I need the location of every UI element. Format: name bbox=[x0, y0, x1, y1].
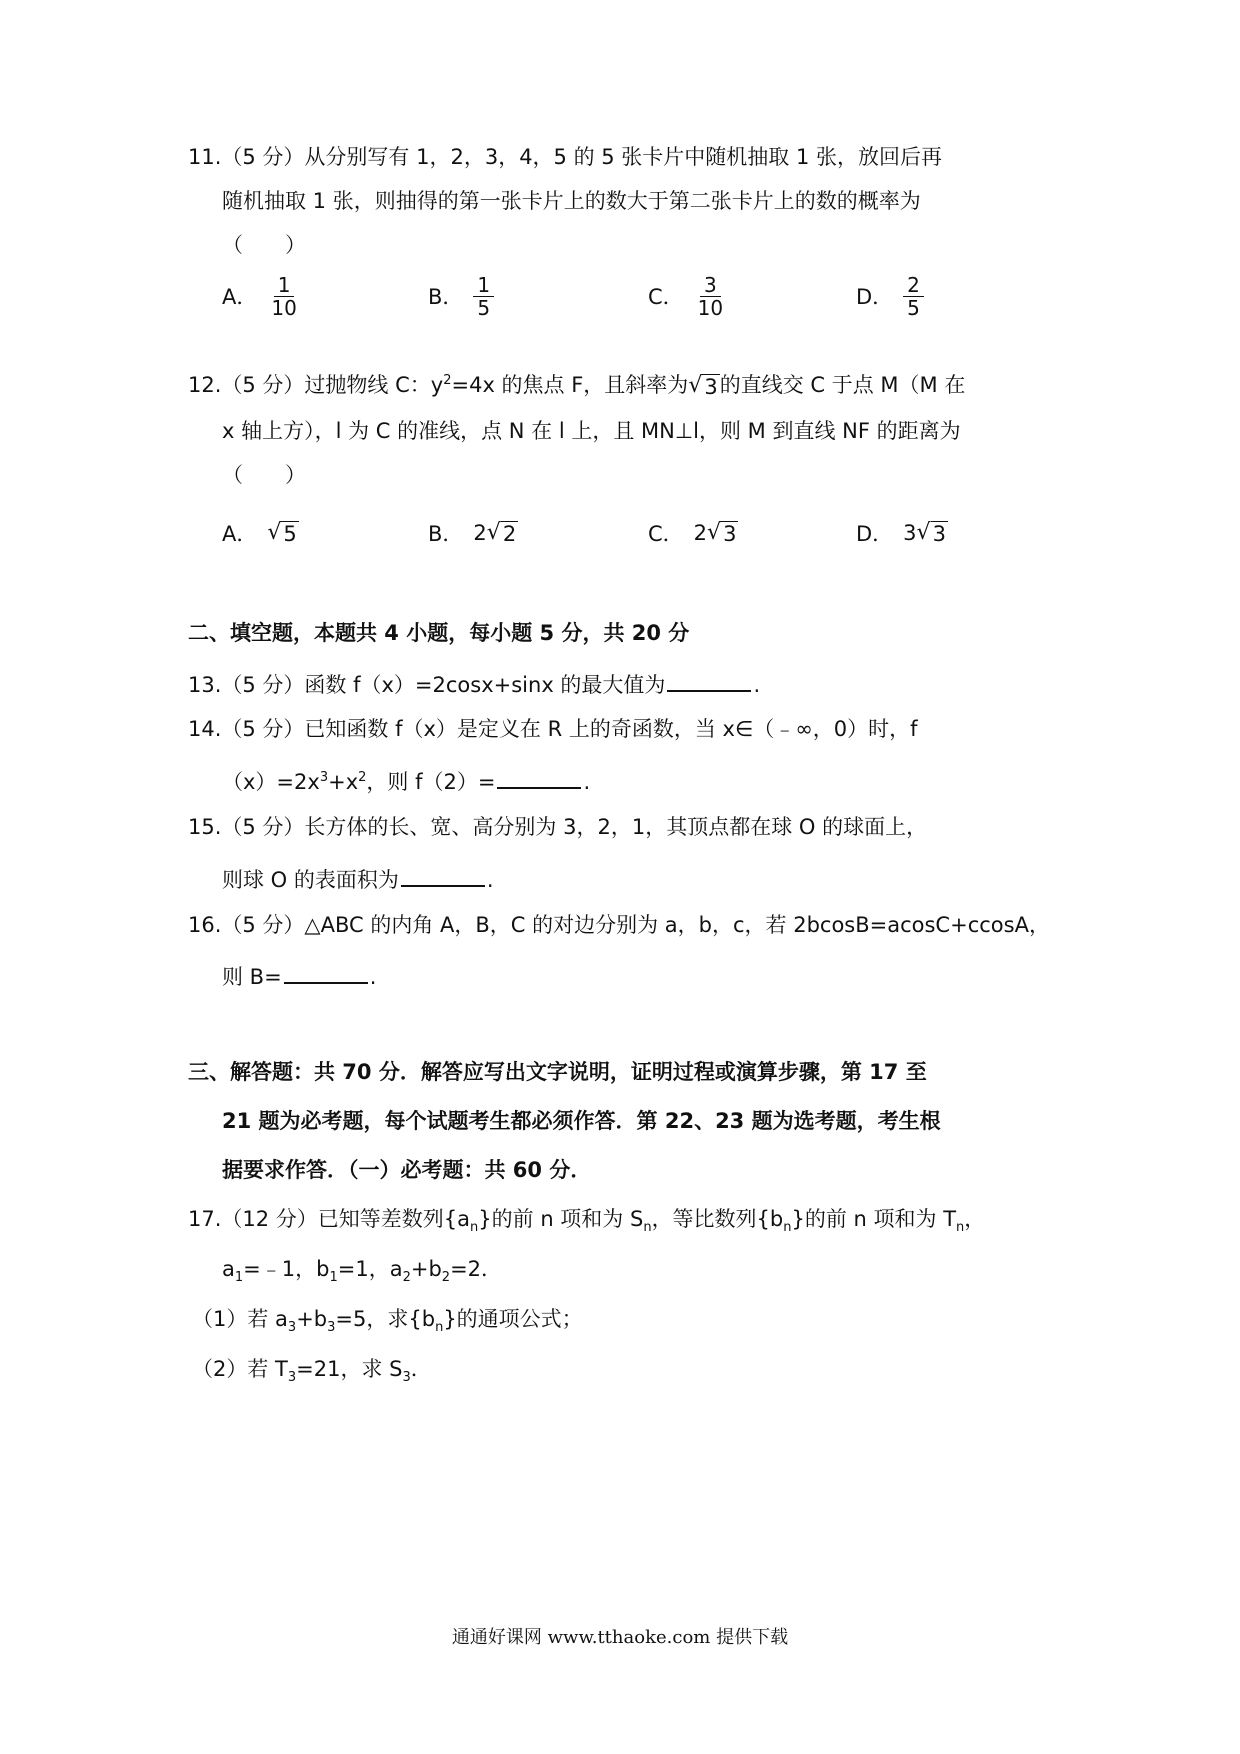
choice-label: D． bbox=[856, 522, 894, 546]
denominator: 10 bbox=[271, 295, 297, 320]
q17-text: }的前 n 项和为 S bbox=[478, 1207, 644, 1231]
answer-blank bbox=[497, 763, 581, 789]
q17-text: =21，求 S bbox=[296, 1357, 403, 1381]
subscript: n bbox=[470, 1220, 479, 1235]
q14-line-1: 14.（5 分）已知函数 f（x）是定义在 R 上的奇函数，当 x∈（﹣∞，0）时，f bbox=[188, 717, 918, 741]
q14-line-2 bbox=[222, 763, 590, 801]
q17-text: （1）若 a bbox=[192, 1307, 288, 1331]
choice-label: C． bbox=[648, 285, 684, 309]
sqrt bbox=[707, 520, 738, 546]
q12-bracket: （ ） bbox=[222, 463, 306, 487]
numerator: 1 bbox=[274, 274, 295, 297]
choice-label: A． bbox=[222, 522, 258, 546]
section-3-line-1: 三、解答题：共 70 分．解答应写出文字说明，证明过程或演算步骤，第 17 至 bbox=[188, 1060, 927, 1084]
answer-blank bbox=[401, 861, 485, 887]
q12-line-1 bbox=[188, 370, 965, 404]
q17-text: a bbox=[222, 1257, 235, 1281]
subscript: n bbox=[643, 1220, 652, 1235]
q17-text: +b bbox=[410, 1257, 442, 1281]
subscript: 3 bbox=[287, 1370, 297, 1385]
q11-choices bbox=[222, 268, 942, 324]
radicand: 3 bbox=[723, 522, 737, 546]
q13-text: 13.（5 分）函数 f（x）=2cosx+sinx 的最大值为 bbox=[188, 673, 666, 697]
section-3-line-2: 21 题为必考题，每个试题考生都必须作答．第 22、23 题为选考题，考生根 bbox=[222, 1109, 941, 1133]
subscript: 3 bbox=[287, 1320, 297, 1335]
q16-end: . bbox=[369, 965, 377, 989]
q17-line-1 bbox=[188, 1204, 985, 1238]
q12-text-c: 的直线交 C 于点 M（M 在 bbox=[719, 373, 966, 397]
q17-part-2 bbox=[192, 1354, 432, 1388]
fraction bbox=[267, 274, 300, 319]
fraction bbox=[473, 274, 494, 319]
q17-text: =1，a bbox=[337, 1257, 403, 1281]
radicand: 2 bbox=[502, 522, 517, 546]
sqrt bbox=[267, 520, 298, 546]
q14-text-b: +x bbox=[328, 770, 359, 794]
q12-text-b: =4x 的焦点 F，且斜率为 bbox=[451, 373, 689, 397]
q13-end: . bbox=[753, 673, 761, 697]
q17-text: ， bbox=[964, 1207, 986, 1231]
q14-end: . bbox=[583, 770, 591, 794]
choice-label: B． bbox=[428, 285, 464, 309]
q14-text-a: （x）=2x bbox=[222, 770, 320, 794]
subscript: 3 bbox=[327, 1320, 336, 1335]
subscript: 2 bbox=[402, 1270, 411, 1285]
radical-icon: √ bbox=[486, 520, 501, 545]
q11-line-2: 随机抽取 1 张，则抽得的第一张卡片上的数大于第二张卡片上的数的概率为 bbox=[222, 189, 921, 213]
sqrt bbox=[917, 520, 948, 546]
radical-icon: √ bbox=[267, 520, 282, 545]
q17-text: =﹣1，b bbox=[243, 1257, 330, 1281]
fraction bbox=[694, 274, 727, 319]
q16-text: 则 B= bbox=[222, 965, 282, 989]
q17-text: }的前 n 项和为 T bbox=[791, 1207, 957, 1231]
q15-end: . bbox=[486, 868, 494, 892]
coefficient: 2 bbox=[473, 521, 487, 545]
choice-label: C． bbox=[648, 522, 684, 546]
q17-text: ． bbox=[410, 1357, 432, 1381]
q17-text: }的通项公式； bbox=[443, 1307, 583, 1331]
q16-line-2 bbox=[222, 958, 376, 992]
q13-line bbox=[188, 666, 760, 700]
q15-line-2 bbox=[222, 861, 494, 895]
denominator: 5 bbox=[477, 295, 491, 320]
q11-choice-c bbox=[648, 268, 727, 324]
choice-label: A． bbox=[222, 285, 258, 309]
radicand: 3 bbox=[932, 522, 946, 546]
q11-line-1: 11.（5 分）从分别写有 1，2，3，4，5 的 5 张卡片中随机抽取 1 张，放回后再 bbox=[188, 145, 943, 169]
choice-label: B． bbox=[428, 522, 464, 546]
q11-bracket: （ ） bbox=[222, 233, 306, 257]
q17-text: =5，求{b bbox=[335, 1307, 436, 1331]
numerator: 3 bbox=[700, 274, 721, 297]
choice-label: D． bbox=[856, 285, 894, 309]
q17-text: 17.（12 分）已知等差数列{a bbox=[188, 1207, 471, 1231]
q16-line-1: 16.（5 分）△ABC 的内角 A，B，C 的对边分别为 a，b，c，若 2bcosB=acosC+ccosA， bbox=[188, 913, 1050, 937]
answer-blank bbox=[284, 958, 368, 984]
subscript: 2 bbox=[441, 1270, 451, 1285]
q15-text: 则球 O 的表面积为 bbox=[222, 868, 399, 892]
subscript: n bbox=[435, 1320, 444, 1335]
subscript: 1 bbox=[329, 1270, 338, 1285]
page-footer: 通通好课网 www.tthaoke.com 提供下载 bbox=[451, 1627, 789, 1648]
radicand: 3 bbox=[704, 375, 718, 399]
q12-line-2: x 轴上方），l 为 C 的准线，点 N 在 l 上，且 MN⊥l，则 M 到直线 NF 的距离为 bbox=[222, 419, 961, 443]
coefficient: 2 bbox=[693, 521, 708, 545]
radicand: 5 bbox=[283, 522, 297, 546]
q12-choice-d bbox=[856, 505, 948, 561]
sqrt bbox=[688, 373, 719, 399]
q12-choice-c bbox=[648, 505, 738, 561]
q17-line-2 bbox=[222, 1254, 502, 1288]
numerator: 1 bbox=[473, 274, 494, 297]
fraction bbox=[903, 274, 924, 319]
q11-choice-a bbox=[222, 268, 301, 324]
q17-text: =2． bbox=[450, 1257, 503, 1281]
answer-blank bbox=[667, 666, 751, 692]
denominator: 10 bbox=[697, 295, 724, 320]
section-2-heading: 二、填空题，本题共 4 小题，每小题 5 分，共 20 分 bbox=[188, 621, 690, 645]
coefficient: 3 bbox=[903, 521, 917, 545]
q17-text: （2）若 T bbox=[192, 1357, 288, 1381]
denominator: 5 bbox=[907, 295, 920, 320]
radical-icon: √ bbox=[688, 373, 703, 398]
q15-line-1: 15.（5 分）长方体的长、宽、高分别为 3，2，1，其顶点都在球 O 的球面上， bbox=[188, 815, 928, 839]
subscript: 3 bbox=[402, 1370, 411, 1385]
q17-text: +b bbox=[296, 1307, 328, 1331]
numerator: 2 bbox=[903, 274, 924, 297]
subscript: 1 bbox=[234, 1270, 244, 1285]
section-3-line-3: 据要求作答．（一）必考题：共 60 分． bbox=[222, 1158, 592, 1182]
q12-choice-a bbox=[222, 505, 299, 561]
subscript: n bbox=[956, 1220, 965, 1235]
q17-part-1 bbox=[192, 1304, 583, 1338]
q11-choice-d bbox=[856, 268, 924, 324]
q17-text: ，等比数列{b bbox=[651, 1207, 784, 1231]
q12-choice-b bbox=[428, 505, 518, 561]
q14-text-c: ，则 f（2）= bbox=[366, 770, 496, 794]
radical-icon: √ bbox=[707, 520, 722, 545]
superscript: 2 bbox=[443, 373, 452, 388]
radical-icon: √ bbox=[916, 520, 931, 545]
q11-choice-b bbox=[428, 268, 494, 324]
q12-text-a: 12.（5 分）过抛物线 C：y bbox=[188, 373, 444, 397]
subscript: n bbox=[783, 1220, 792, 1235]
q12-choices bbox=[222, 505, 946, 561]
sqrt bbox=[487, 520, 518, 546]
superscript: 2 bbox=[358, 770, 367, 785]
superscript: 3 bbox=[319, 770, 329, 785]
